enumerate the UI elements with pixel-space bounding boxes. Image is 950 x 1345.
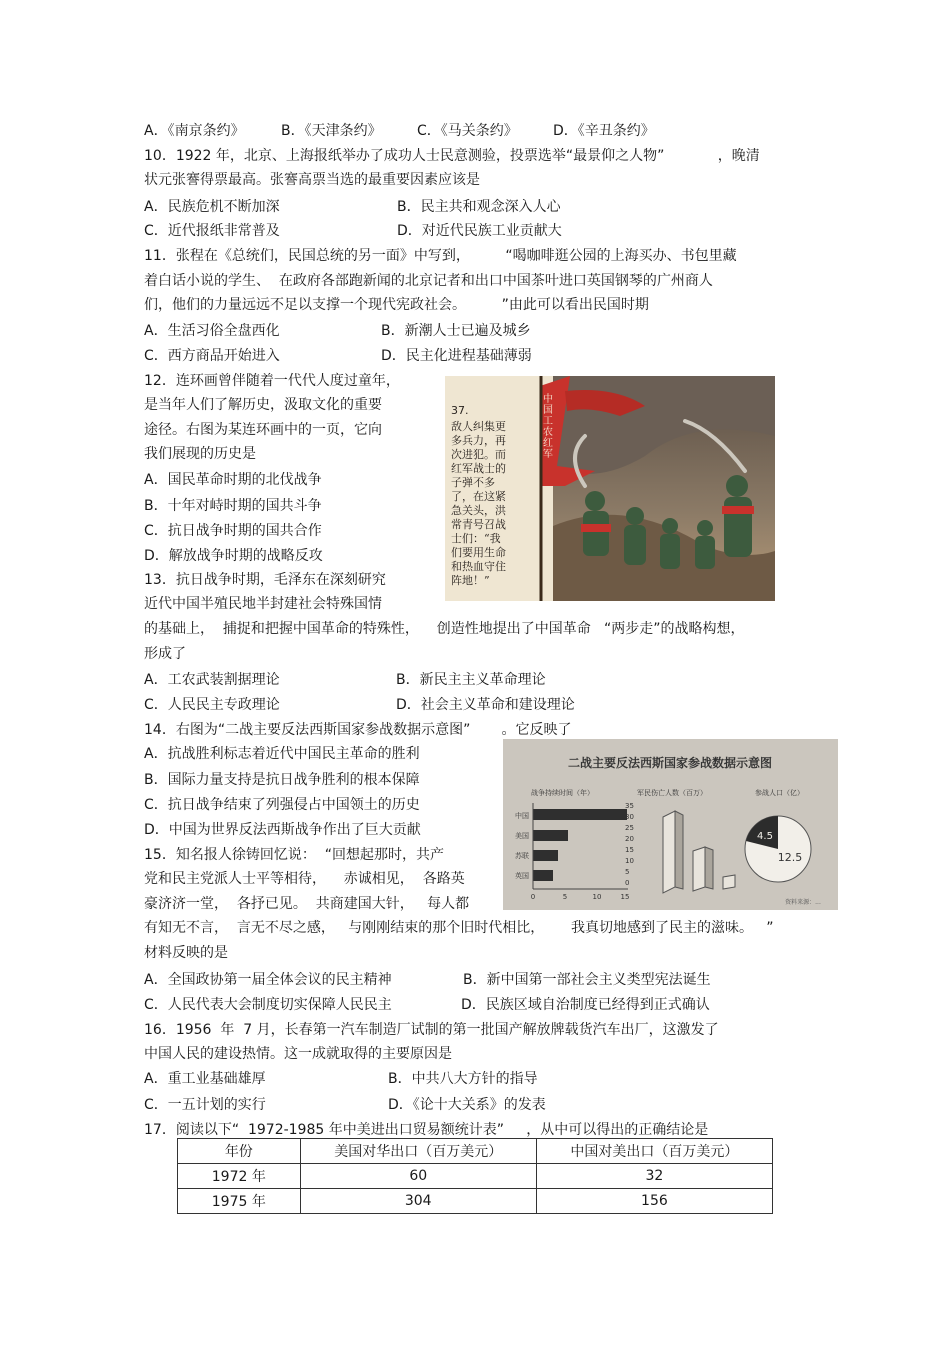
comic-page-number: 37. <box>451 404 469 417</box>
x-tick-5: 5 <box>562 893 568 901</box>
duration-bar-ussr <box>533 850 558 861</box>
table-header-row <box>178 1139 773 1164</box>
y-tick-5: 5 <box>625 868 630 876</box>
q13-option-a: A．工农武装割据理论 <box>144 672 280 688</box>
wwii-data-figure <box>503 739 838 910</box>
q12-stem-line-2: 是当年人们了解历史，汲取文化的重要 <box>144 397 382 413</box>
table-cell-china-export: 156 <box>536 1189 772 1214</box>
q10-option-c: C．近代报纸非常普及 <box>144 223 280 239</box>
x-tick-15: 15 <box>620 893 630 901</box>
panel-label-population: 参战人口（亿） <box>755 789 804 797</box>
table-cell-year: 1972 年 <box>178 1164 301 1189</box>
table-row <box>178 1164 773 1189</box>
x-tick-10: 10 <box>592 893 602 901</box>
q13-stem-line-2: 近代中国半殖民地半封建社会特殊国情 <box>144 596 382 612</box>
casualty-column-3 <box>723 875 735 889</box>
q11-stem-line-1: 11．张程在《总统们，民国总统的另一面》中写到， “喝咖啡逛公园的上海买办、书包里藏 <box>144 248 737 264</box>
q11-option-d: D．民主化进程基础薄弱 <box>381 348 532 364</box>
table-cell-us-export: 304 <box>300 1189 536 1214</box>
q16-option-b: B．中共八大方针的指导 <box>388 1071 538 1087</box>
q11-stem-line-3: 们，他们的力量远远不足以支撑一个现代宪政社会。 ”由此可以看出民国时期 <box>144 297 649 313</box>
pie-label-large: 12.5 <box>777 851 803 864</box>
q14-option-c: C．抗日战争结束了列强侵占中国领土的历史 <box>144 797 420 813</box>
country-label-ussr: 苏联 <box>515 852 529 860</box>
q9-option-b: B．《天津条约》 <box>281 123 382 139</box>
figure-title: 二战主要反法西斯国家参战数据示意图 <box>567 756 773 770</box>
q11-stem-line-2: 着白话小说的学生、 在政府各部跑新闻的北京记者和出口中国茶叶进口英国钢琴的广州商人 <box>144 273 713 289</box>
q17-stem-line-1: 17．阅读以下“ 1972-1985 年中美进出口贸易额统计表” ，从中可以得出的正确结论是 <box>144 1122 709 1138</box>
q9-option-d: D．《辛丑条约》 <box>553 123 655 139</box>
q11-option-b: B．新潮人士已遍及城乡 <box>381 323 531 339</box>
country-label-china: 中国 <box>515 812 529 820</box>
q12-option-b: B．十年对峙时期的国共斗争 <box>144 498 322 514</box>
table-cell-us-export: 60 <box>300 1164 536 1189</box>
duration-bar-usa <box>533 830 568 841</box>
y-tick-20: 20 <box>625 835 634 843</box>
comic-banner-text: 中国工农红军 <box>543 394 553 460</box>
q16-stem-line-1: 16．1956 年 7 月，长春第一汽车制造厂试制的第一批国产解放牌载货汽车出厂，这激发了 <box>144 1022 719 1038</box>
y-tick-25: 25 <box>625 824 634 832</box>
q16-option-c: C．一五计划的实行 <box>144 1097 266 1113</box>
q10-option-a: A．民族危机不断加深 <box>144 199 280 215</box>
duration-bar-china <box>533 809 627 820</box>
q12-option-d: D．解放战争时期的战略反攻 <box>144 548 323 564</box>
q15-option-a: A．全国政协第一届全体会议的民主精神 <box>144 972 392 988</box>
pie-label-small: 4.5 <box>757 831 773 842</box>
q11-option-c: C．西方商品开始进入 <box>144 348 280 364</box>
q9-option-a: A．《南京条约》 <box>144 123 245 139</box>
x-tick-0: 0 <box>530 893 536 901</box>
country-label-uk: 英国 <box>515 872 529 880</box>
q10-stem-line-1: 10．1922 年，北京、上海报纸举办了成功人士民意测验，投票选举“最景仰之人物” ，晚清 <box>144 148 760 164</box>
comic-illustration <box>445 376 775 601</box>
country-label-usa: 美国 <box>515 832 529 840</box>
table-cell-china-export: 32 <box>536 1164 772 1189</box>
q12-stem-line-1: 12．连环画曾伴随着一代代人度过童年， <box>144 373 400 389</box>
casualty-column-1 <box>663 811 675 893</box>
q10-option-b: B．民主共和观念深入人心 <box>397 199 561 215</box>
q12-stem-line-3: 途径。右图为某连环画中的一页，它向 <box>144 422 382 438</box>
q11-option-a: A．生活习俗全盘西化 <box>144 323 280 339</box>
y-tick-15: 15 <box>625 846 634 854</box>
y-tick-0: 0 <box>625 879 630 887</box>
q15-stem-line-2: 党和民主党派人士平等相待， 赤诚相见， 各路英 <box>144 871 465 887</box>
q13-option-d: D．社会主义革命和建设理论 <box>396 697 575 713</box>
q15-stem-line-3: 豪济济一堂， 各抒已见。 共商建国大针， 每人都 <box>144 896 470 912</box>
casualty-column-2 <box>693 847 705 891</box>
y-tick-10: 10 <box>625 857 634 865</box>
q15-stem-line-1: 15．知名报人徐铸回忆说： “回想起那时，共产 <box>144 847 444 863</box>
q13-stem-line-1: 13．抗日战争时期，毛泽东在深刻研究 <box>144 572 386 588</box>
q10-stem-line-2: 状元张謇得票最高。张謇高票当选的最重要因素应该是 <box>144 172 480 188</box>
q13-option-c: C．人民民主专政理论 <box>144 697 280 713</box>
q14-option-d: D．中国为世界反法西斯战争作出了巨大贡献 <box>144 822 421 838</box>
q12-option-a: A．国民革命时期的北伐战争 <box>144 472 322 488</box>
q16-option-d: D．《论十大关系》的发表 <box>388 1097 546 1113</box>
panel-label-casualties: 军民伤亡人数（百万） <box>637 789 707 797</box>
table-row <box>178 1189 773 1214</box>
q13-stem-line-4: 形成了 <box>144 646 186 662</box>
q16-stem-line-2: 中国人民的建设热情。这一成就取得的主要原因是 <box>144 1046 452 1062</box>
q15-option-c: C．人民代表大会制度切实保障人民民主 <box>144 997 392 1013</box>
q10-option-d: D．对近代民族工业贡献大 <box>397 223 562 239</box>
duration-bar-uk <box>533 870 553 881</box>
q15-stem-line-5: 材料反映的是 <box>144 945 228 961</box>
panel-label-duration: 战争持续时间（年） <box>531 789 594 797</box>
table-header-china-export: 中国对美出口（百万美元） <box>536 1139 772 1164</box>
table-header-year: 年份 <box>178 1139 301 1164</box>
q15-option-d: D．民族区域自治制度已经得到正式确认 <box>461 997 710 1013</box>
q12-stem-line-4: 我们展现的历史是 <box>144 446 256 462</box>
y-tick-35: 35 <box>625 802 634 810</box>
q16-option-a: A．重工业基础雄厚 <box>144 1071 266 1087</box>
q13-option-b: B．新民主主义革命理论 <box>396 672 546 688</box>
q15-option-b: B．新中国第一部社会主义类型宪法诞生 <box>463 972 711 988</box>
q15-stem-line-4: 有知无不言， 言无不尽之感， 与刚刚结束的那个旧时代相比， 我真切地感到了民主的滋味。 ” <box>144 920 774 936</box>
table-cell-year: 1975 年 <box>178 1189 301 1214</box>
q13-stem-line-3: 的基础上， 捕捉和把握中国革命的特殊性， 创造性地提出了中国革命 “两步走”的战略构想， <box>144 621 745 637</box>
q14-option-b: B．国际力量支持是抗日战争胜利的根本保障 <box>144 772 420 788</box>
q9-option-c: C．《马关条约》 <box>417 123 518 139</box>
q14-stem-line-1: 14．右图为“二战主要反法西斯国家参战数据示意图” 。它反映了 <box>144 722 572 738</box>
figure-footnote: 资料来源：... <box>785 899 821 906</box>
table-header-us-export: 美国对华出口（百万美元） <box>300 1139 536 1164</box>
q12-option-c: C．抗日战争时期的国共合作 <box>144 523 322 539</box>
y-tick-30: 30 <box>625 813 634 821</box>
comic-caption: 敌人纠集更多兵力，再次进犯。而红军战士的子弹不多了，在这紧急关头，洪常青号召战士们：“我们要用生命和热血守住阵地！” <box>451 420 506 587</box>
q14-option-a: A．抗战胜利标志着近代中国民主革命的胜利 <box>144 746 420 762</box>
trade-table <box>177 1138 773 1214</box>
